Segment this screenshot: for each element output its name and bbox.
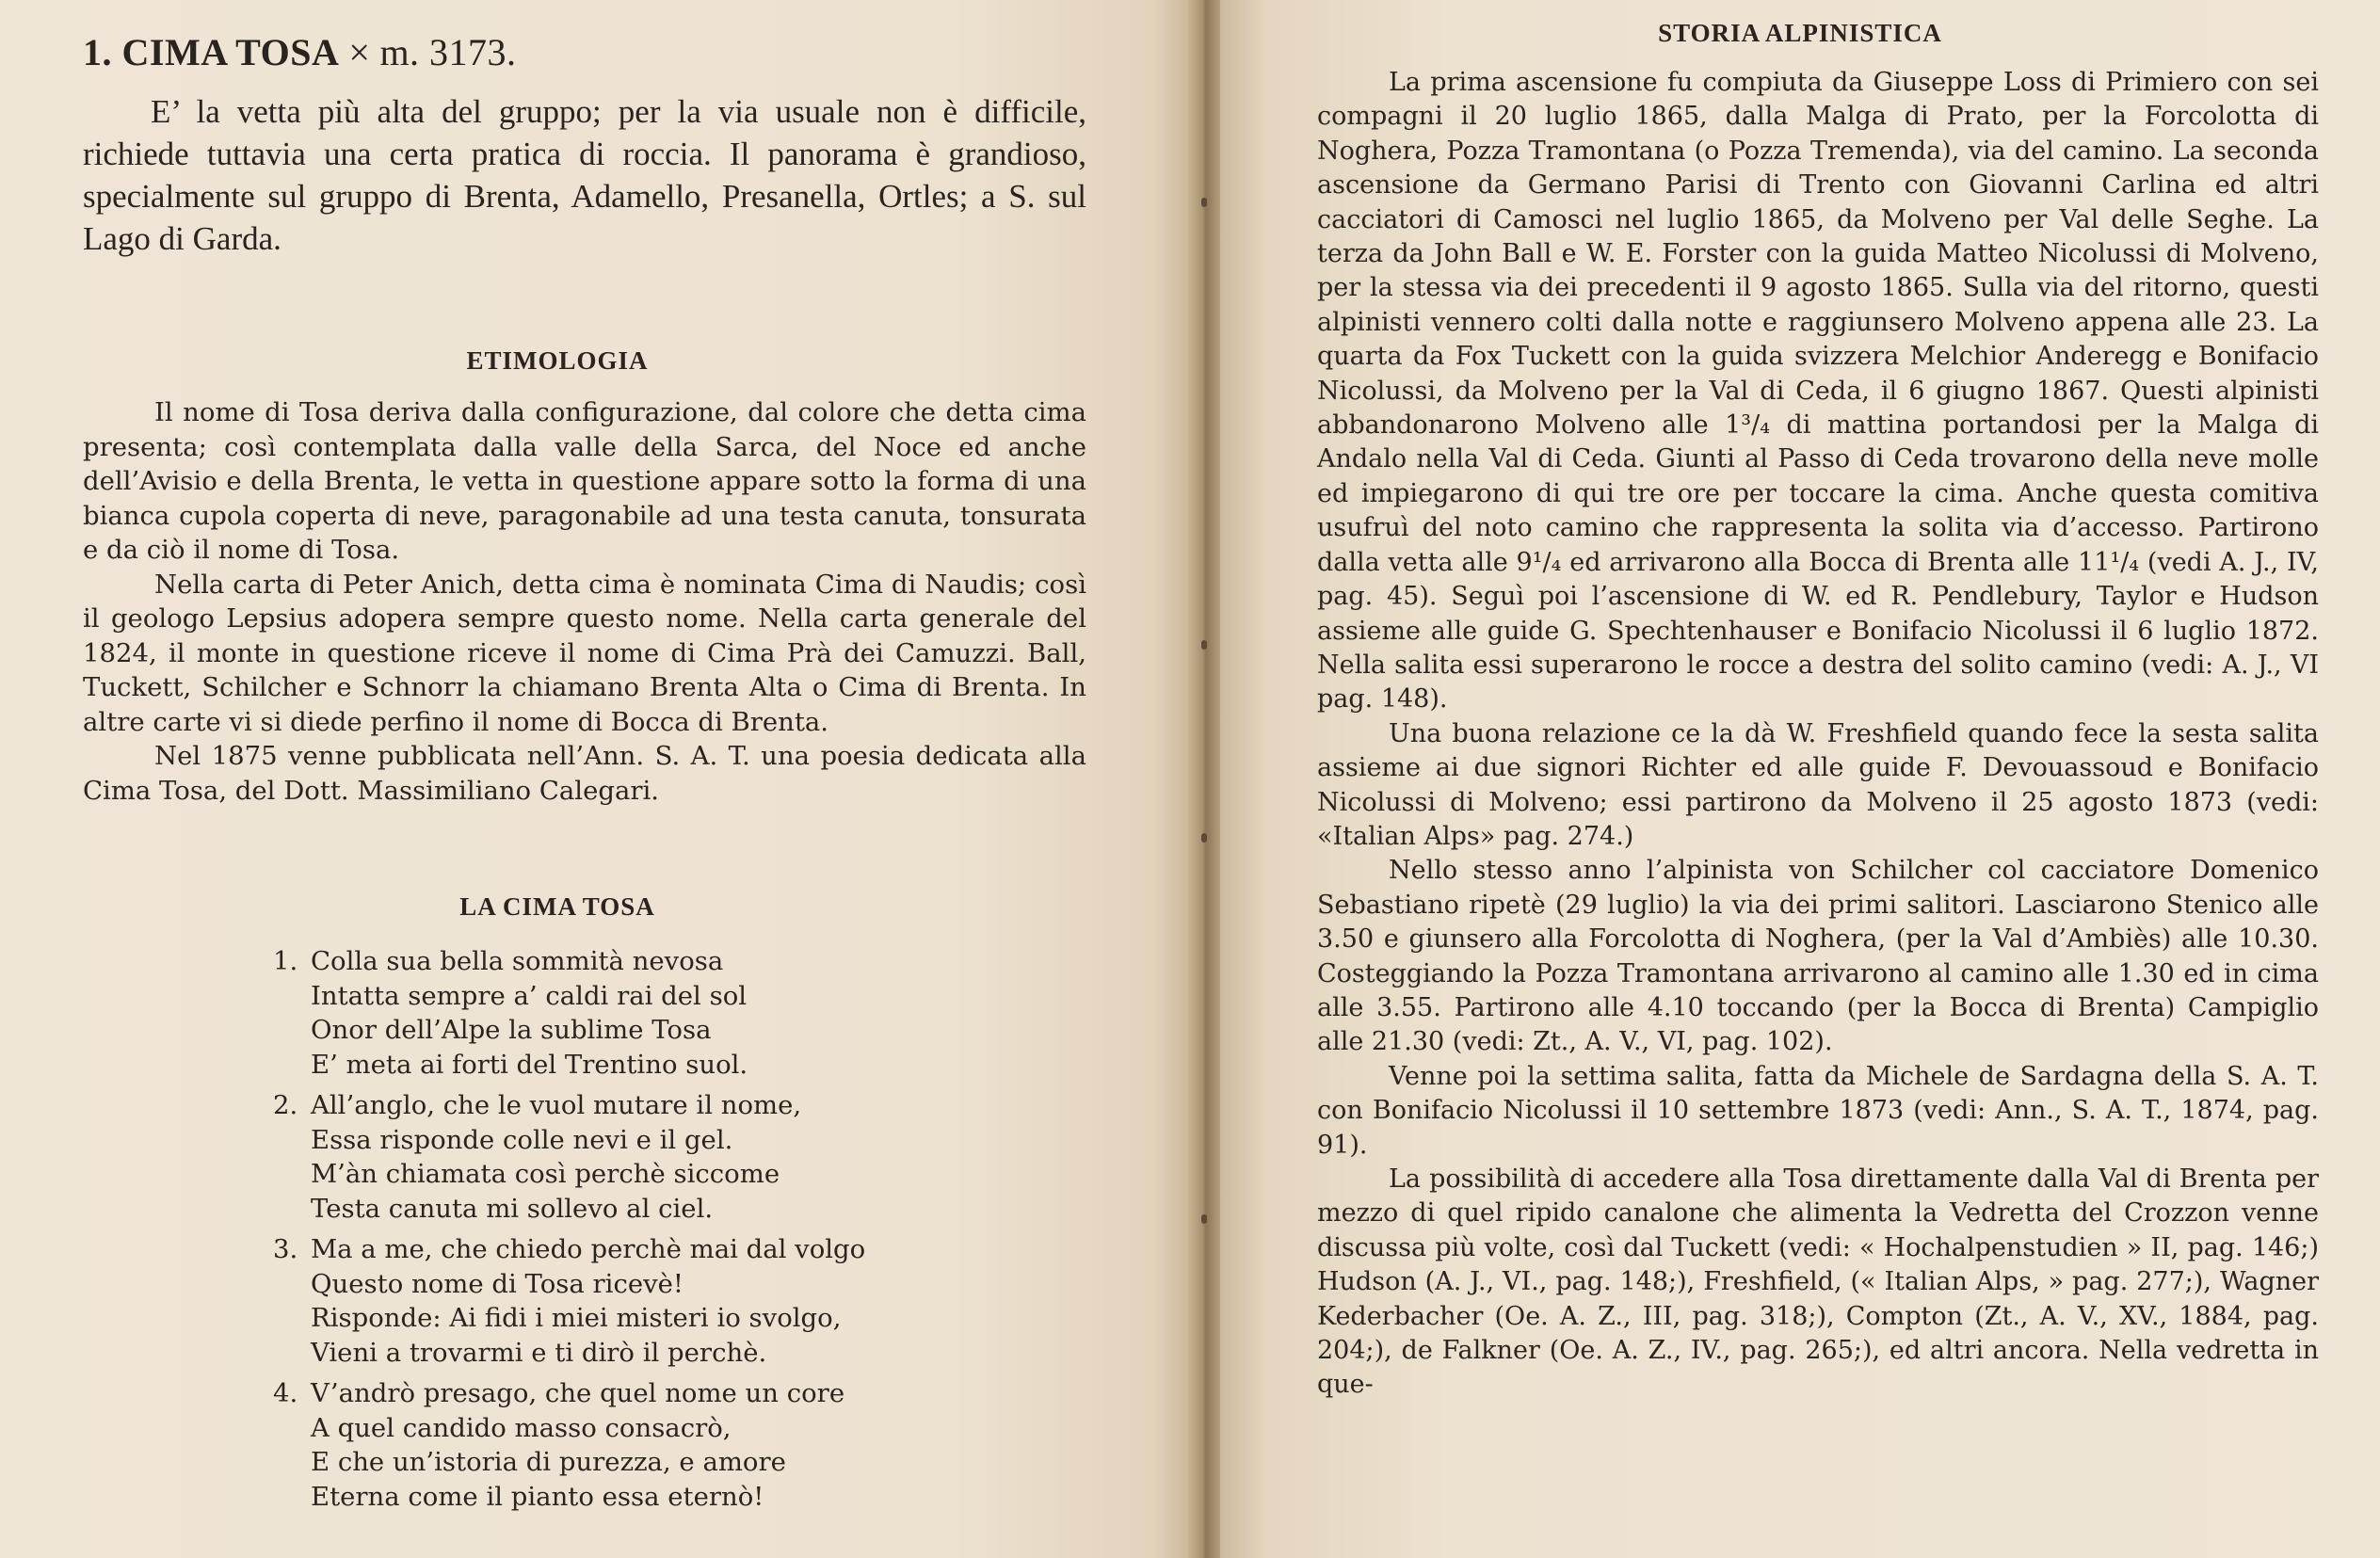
- title-number: 1.: [83, 31, 112, 73]
- stanza-number: 1.: [273, 946, 298, 976]
- poem-line: E’ meta ai forti del Trentino suol.: [311, 1049, 748, 1080]
- right-page: [1220, 0, 2380, 1558]
- poem-line: Vieni a trovarmi e ti dirò il perchè.: [311, 1337, 767, 1368]
- poem-stanza: [273, 944, 989, 1082]
- title-altitude: m. 3173.: [379, 31, 517, 73]
- poem-line: V’andrò presago, che quel nome un core: [311, 1378, 845, 1408]
- intro-paragraph: E’ la vetta più alta del gruppo; per la via usuale non è difficile, richiede tuttavia una certa pratica di roccia. Il panorama è grandioso, specialmente sul gruppo di Brenta, Adamello, Presanella, Ortles; a S. sul Lago di Garda.: [83, 93, 1086, 257]
- etimologia-text: [83, 395, 1086, 808]
- storia-paragraph: Venne poi la settima salita, fatta da Michele de Sardagna della S. A. T. con Bonifacio Nicolussi il 10 settembre 1873 (vedi: Ann., S. A. T., 1874, pag. 91).: [1317, 1061, 2319, 1160]
- etimologia-heading: ETIMOLOGIA: [466, 346, 649, 375]
- poem-line: Colla sua bella sommità nevosa: [311, 946, 724, 976]
- storia-paragraph: La possibilità di accedere alla Tosa direttamente dalla Val di Brenta per mezzo di quel ripido canalone che alimenta la Vedretta del Crozzon venne discussa più volte, così dal Tuckett (vedi: « Hochalpenstudien » II, pag. 146;) Hudson (A. J., VI., pag. 148;), Freshfield, (« Italian Alps, » pag. 277;), Wagner Kederbacher (Oe. A. Z., III, pag. 318;), Compton (Zt., A. V., XV., 1884, pag. 204;), de Falkner (Oe. A. Z., IV., pag. 265;), ed altri ancora. Nella vedretta in que-: [1317, 1164, 2319, 1400]
- storia-heading: STORIA ALPINISTICA: [1658, 19, 1942, 47]
- poem-line: Intatta sempre a’ caldi rai del sol: [311, 980, 748, 1011]
- poem-line: Ma a me, che chiedo perchè mai dal volgo: [311, 1234, 866, 1264]
- poem-line: A quel candido masso consacrò,: [311, 1412, 732, 1443]
- storia-paragraph: Nello stesso anno l’alpinista von Schilcher col cacciatore Domenico Sebastiano ripetè (29 luglio) la via dei primi salitori. Lasciarono Stenico alle 3.50 e giunsero alla Forcolotta di Noghera, (per la Val d’Ambiès) alle 10.30. Costeggiando la Pozza Tramontana arrivarono al camino alle 1.30 ed in cima alle 3.55. Partirono alle 4.10 toccando (per la Bocca di Brenta) Campiglio alle 21.30 (vedi: Zt., A. V., VI, pag. 102).: [1317, 856, 2319, 1057]
- etimologia-paragraph: Il nome di Tosa deriva dalla configurazione, dal colore che detta cima presenta; così contemplata dalla valle della Sarca, del Noce ed anche dell’Avisio e della Brenta, le vetta in questione appare sotto la forma di una bianca cupola coperta di neve, paragonabile ad una testa canuta, tonsurata e da ciò il nome di Tosa.: [83, 397, 1086, 565]
- storia-paragraph: La prima ascensione fu compiuta da Giuseppe Loss di Primiero con sei compagni il 20 luglio 1865, dalla Malga di Prato, per la Forcolotta di Noghera, Pozza Tramontana (o Pozza Tremenda), via del camino. La seconda ascensione da Germano Parisi di Trento con Giovanni Carlina ed altri cacciatori di Camosci nel luglio 1865, da Molveno per Val delle Seghe. La terza da John Ball e W. E. Forster con la guida Matteo Nicolussi di Molveno, per la stessa via dei precedenti il 9 agosto 1865. Sulla via del ritorno, questi alpinisti vennero colti dalla notte e raggiunsero Molveno appena alle 23. La quarta da Fox Tuckett con la guida svizzera Melchior Anderegg e Bonifacio Nicolussi, da Molveno per la Val di Ceda, il 6 giugno 1867. Questi alpinisti abbandonarono Molveno alle 1³/₄ di mattina portandosi per la Malga di Andalo nella Val di Ceda. Giunti al Passo di Ceda trovarono della neve molle ed impiegarono di qui tre ore per toccare la cima. Anche questa comitiva usufruì del noto camino che rappresenta la solita via d’accesso. Partirono dalla vetta alle 9¹/₄ ed arrivarono alla Bocca di Brenta alle 11¹/₄ (vedi A. J., IV, pag. 45). Seguì poi l’ascensione di W. ed R. Pendlebury, Taylor e Hudson assieme alle guide G. Spechtenhauser e Bonifacio Nicolussi il 6 luglio 1872. Nella salita essi superarono le rocce a destra del solito camino (vedi: A. J., VI pag. 148).: [1317, 68, 2319, 715]
- binding-thread: [1201, 198, 1207, 207]
- poem: [273, 944, 989, 1520]
- page-title: [83, 30, 517, 74]
- poem-heading: LA CIMA TOSA: [459, 892, 655, 921]
- cross-symbol: ×: [348, 31, 371, 73]
- binding-thread: [1201, 833, 1207, 843]
- poem-line: Testa canuta mi sollevo al ciel.: [311, 1193, 714, 1224]
- stanza-number: 3.: [273, 1234, 298, 1264]
- stanza-number: 4.: [273, 1378, 298, 1408]
- poem-stanza: [273, 1088, 989, 1226]
- left-page: [0, 0, 1188, 1558]
- binding-thread: [1201, 1214, 1207, 1224]
- stanza-number: 2.: [273, 1090, 298, 1120]
- poem-line: M’àn chiamata così perchè siccome: [311, 1159, 780, 1189]
- book-gutter: [1188, 0, 1220, 1558]
- poem-line: Risponde: Ai fidi i miei misteri io svolgo,: [311, 1303, 842, 1333]
- etimologia-paragraph: Nella carta di Peter Anich, detta cima è nominata Cima di Naudis; così il geologo Lepsius adopera sempre questo nome. Nella carta generale del 1824, il monte in questione riceve il nome di Cima Prà dei Camuzzi. Ball, Tuckett, Schilcher e Schnorr la chiamano Brenta Alta o Cima di Brenta. In altre carte vi si diede perfino il nome di Bocca di Brenta.: [83, 569, 1086, 737]
- poem-line: All’anglo, che le vuol mutare il nome,: [311, 1090, 802, 1120]
- poem-stanza: [273, 1376, 989, 1514]
- poem-stanza: [273, 1232, 989, 1370]
- binding-thread: [1201, 640, 1207, 650]
- poem-line: Onor dell’Alpe la sublime Tosa: [311, 1015, 712, 1045]
- storia-text: [1317, 66, 2319, 1403]
- poem-line: Essa risponde colle nevi e il gel.: [311, 1124, 733, 1155]
- title-name: CIMA TOSA: [121, 31, 340, 73]
- poem-line: Eterna come il pianto essa eternò!: [311, 1481, 764, 1512]
- poem-line: Questo nome di Tosa ricevè!: [311, 1268, 683, 1299]
- etimologia-paragraph: Nel 1875 venne pubblicata nell’Ann. S. A. T. una poesia dedicata alla Cima Tosa, del Dott. Massimiliano Calegari.: [83, 741, 1086, 806]
- poem-line: E che un’istoria di purezza, e amore: [311, 1447, 786, 1477]
- storia-paragraph: Una buona relazione ce la dà W. Freshfield quando fece la sesta salita assieme ai due signori Richter ed alle guide F. Devouassoud e Bonifacio Nicolussi di Molveno; essi partirono da Molveno il 25 agosto 1873 (vedi: «Italian Alps» pag. 274.): [1317, 718, 2319, 851]
